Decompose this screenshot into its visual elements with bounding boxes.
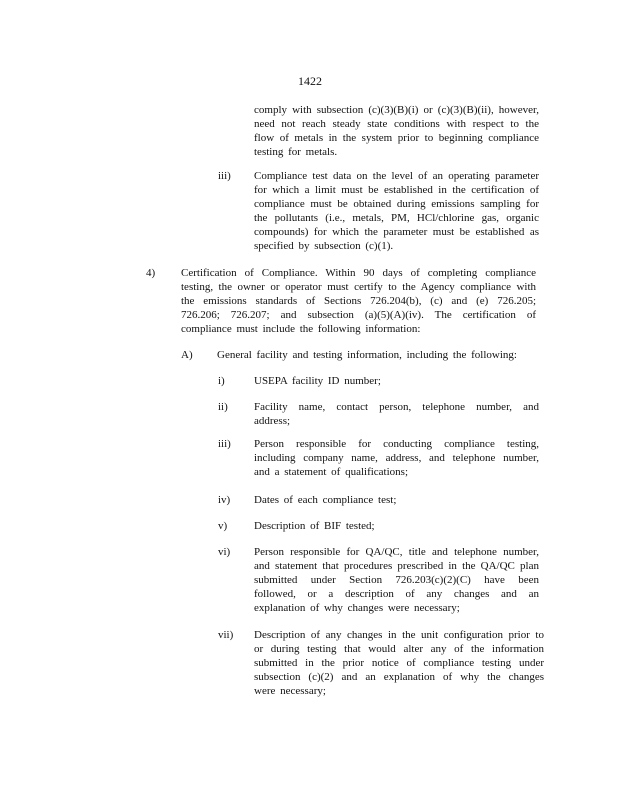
- page-number: 1422: [298, 74, 322, 88]
- subitem-v-label: v): [218, 520, 228, 532]
- subitem-iii-text: Person responsible for conducting compliance testing, including company name, address, and telephone number, and a statement of qualifications;: [254, 438, 539, 478]
- subitem-ii-text: Facility name, contact person, telephone number, and address;: [254, 401, 539, 427]
- subitem-vii-text: Description of any changes in the unit configuration prior to or during testing that would alter any of the information submitted in the prior notice of compliance testing under subsection (c)(2) and an explanation of why the changes were necessary;: [254, 629, 544, 697]
- item-iii-label: iii): [218, 170, 231, 182]
- item-4-label: 4): [146, 267, 156, 279]
- item-A-label: A): [181, 349, 193, 361]
- subitem-vii-label: vii): [218, 629, 234, 641]
- subitem-vi-text: Person responsible for QA/QC, title and telephone number, and statement that procedures prescribed in the QA/QC plan submitted under Section 726.203(c)(2)(C) have been followed, or a description of any changes and an explanation of why changes were necessary;: [254, 546, 539, 614]
- subitem-ii-label: ii): [218, 401, 228, 413]
- subitem-v-text: Description of BIF tested;: [254, 520, 375, 532]
- subitem-i-text: USEPA facility ID number;: [254, 375, 381, 387]
- item-4-text: Certification of Compliance. Within 90 days of completing compliance testing, the owner or operator must certify to the Agency compliance with the emissions standards of Sections 726.204(b), (c) and (e) 726.205; 726.206; 726.207; and subsection (a)(5)(A)(iv). The certification of compliance must include the following information:: [181, 267, 536, 335]
- subitem-vi-label: vi): [218, 546, 231, 558]
- subitem-iv-text: Dates of each compliance test;: [254, 494, 397, 506]
- subitem-iv-label: iv): [218, 494, 231, 506]
- continuation-paragraph: comply with subsection (c)(3)(B)(i) or (c)(3)(B)(ii), however, need not reach steady state conditions with respect to the flow of metals in the system prior to beginning compliance testing for metals.: [254, 104, 539, 158]
- subitem-iii-label: iii): [218, 438, 231, 450]
- item-iii-text: Compliance test data on the level of an operating parameter for which a limit must be established in the certification of compliance must be obtained during emissions sampling for the pollutants (i.e., metals, PM, HCl/chlorine gas, organic compounds) for which the parameter must be established as specified by subsection (c)(1).: [254, 170, 539, 252]
- subitem-i-label: i): [218, 375, 225, 387]
- item-A-text: General facility and testing information, including the following:: [217, 349, 517, 361]
